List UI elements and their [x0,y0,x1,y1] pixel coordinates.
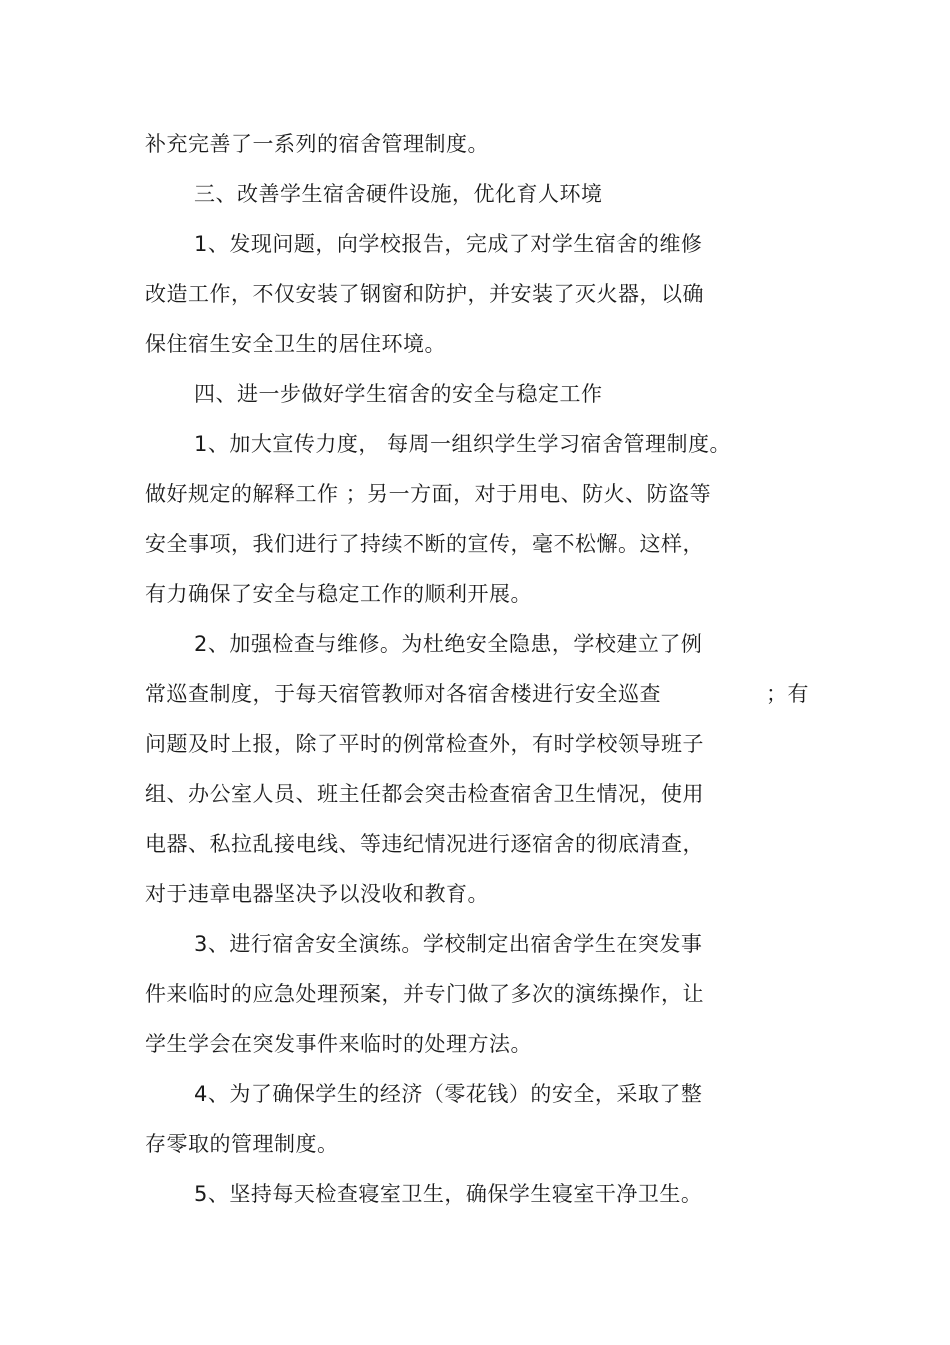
text-line-7: 1、加大宣传力度， 每周一组织学生学习宿舍管理制度。 [194,432,732,456]
text-line-21: 存零取的管理制度。 [145,1132,339,1156]
text-line-13: 问题及时上报，除了平时的例常检查外，有时学校领导班子 [145,732,704,756]
text-line-11: 2、加强检查与维修。为杜绝安全隐患，学校建立了例 [194,632,703,656]
text-line-10: 有力确保了安全与稳定工作的顺利开展。 [145,582,532,606]
text-line-16: 对于违章电器坚决予以没收和教育。 [145,882,489,906]
text-line-3: 1、发现问题，向学校报告，完成了对学生宿舍的维修 [194,232,703,256]
text-line-15: 电器、私拉乱接电线、等违纪情况进行逐宿舍的彻底清查， [145,832,704,856]
text-line-12-tail: ；有 [766,682,809,706]
text-line-5: 保住宿生安全卫生的居住环境。 [145,332,446,356]
text-line-9: 安全事项，我们进行了持续不断的宣传，毫不松懈。这样， [145,532,704,556]
text-line-14: 组、办公室人员、班主任都会突击检查宿舍卫生情况，使用 [145,782,704,806]
text-line-18: 件来临时的应急处理预案，并专门做了多次的演练操作，让 [145,982,704,1006]
text-line-20: 4、为了确保学生的经济（零花钱）的安全，采取了整 [194,1082,703,1106]
text-line-19: 学生学会在突发事件来临时的处理方法。 [145,1032,532,1056]
text-line-4: 改造工作，不仅安装了钢窗和防护，并安装了灭火器，以确 [145,282,704,306]
section-heading-3: 三、改善学生宿舍硬件设施，优化育人环境 [194,182,603,206]
text-line-8: 做好规定的解释工作 ；另一方面，对于用电、防火、防盗等 [145,482,712,506]
text-line-12: 常巡查制度，于每天宿管教师对各宿舍楼进行安全巡查 [145,682,661,706]
text-line-17: 3、进行宿舍安全演练。学校制定出宿舍学生在突发事 [194,932,703,956]
text-line-22: 5、坚持每天检查寝室卫生，确保学生寝室干净卫生。 [194,1182,703,1206]
text-line-1: 补充完善了一系列的宿舍管理制度。 [145,132,489,156]
section-heading-4: 四、进一步做好学生宿舍的安全与稳定工作 [194,382,603,406]
